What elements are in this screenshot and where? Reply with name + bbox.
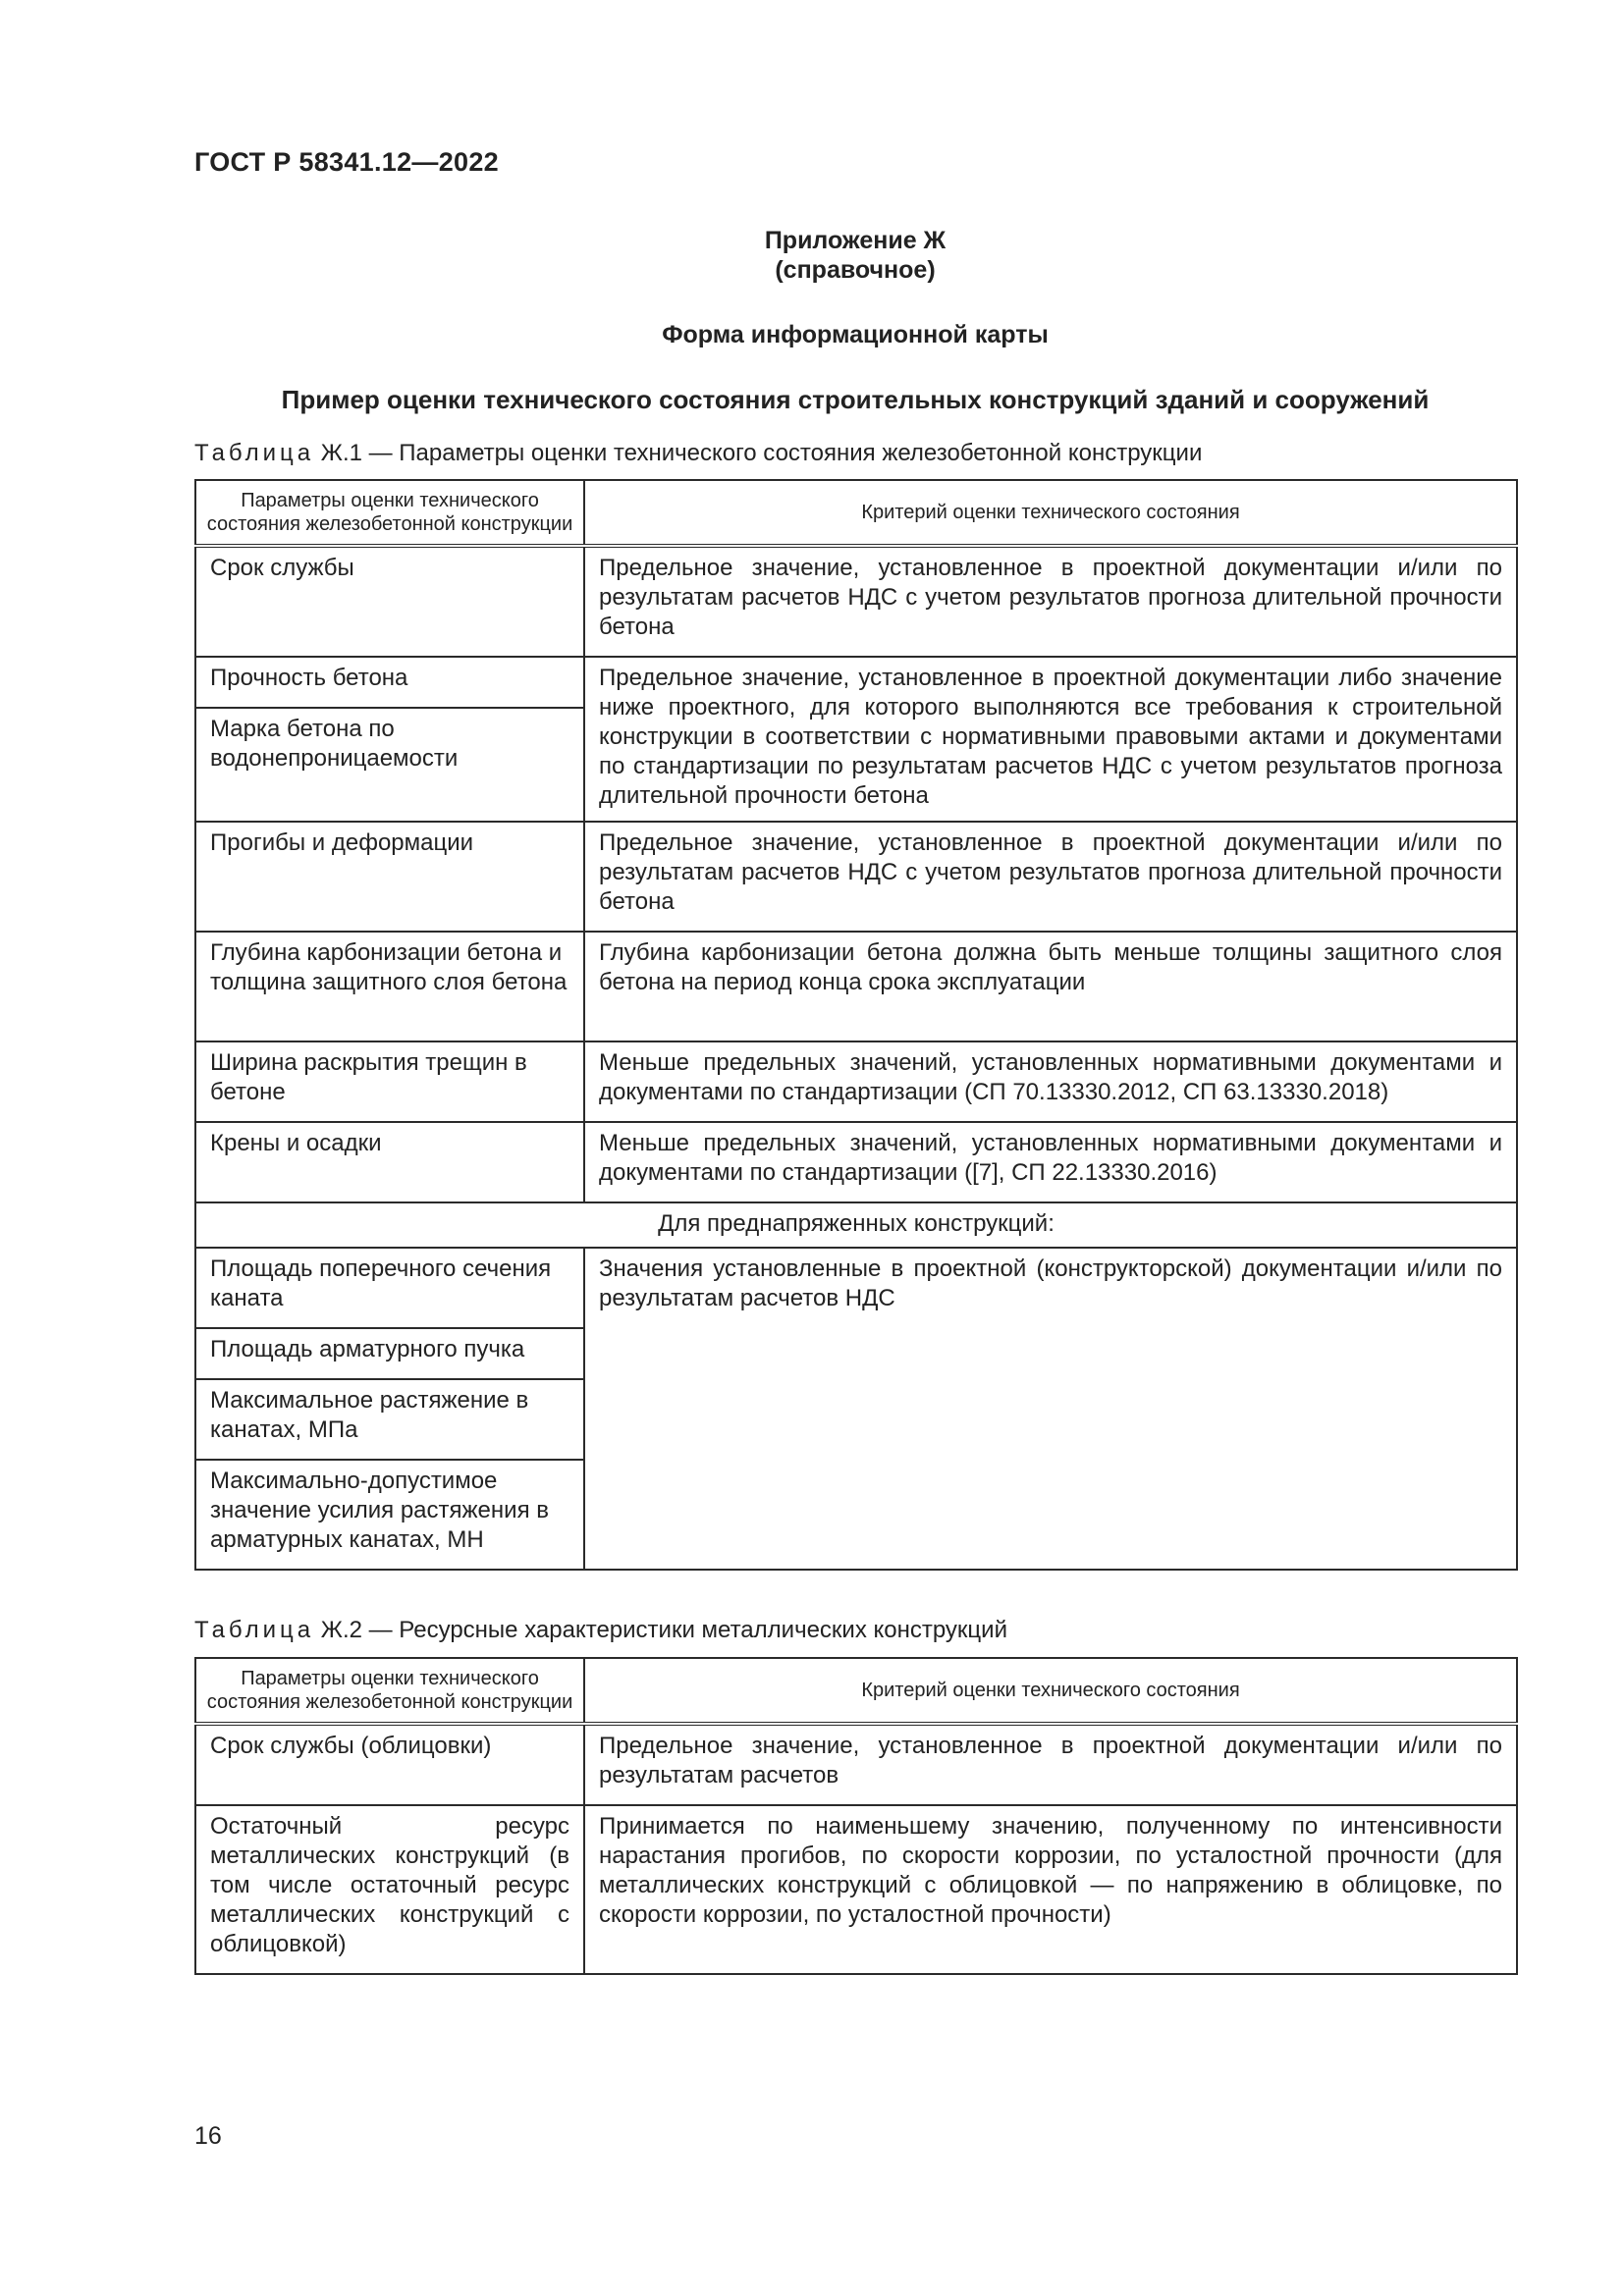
table1-header-criterion: Критерий оценки технического состояния (584, 480, 1517, 546)
param-cell: Площадь арматурного пучка (195, 1328, 584, 1379)
page-number: 16 (194, 2122, 222, 2150)
table-section-row (195, 1202, 1517, 1248)
table2-caption-prefix: Таблица (194, 1617, 315, 1643)
table-2 (194, 1657, 1518, 1975)
form-title: Форма информационной карты (662, 321, 1049, 348)
table1-caption (194, 440, 1202, 467)
table2-header-param: Параметры оценки технического состояния железобетонной конструкции (195, 1658, 584, 1724)
criterion-cell: Предельное значение, установленное в проектной документации и/или по результатам расчетов НДС с учетом результатов прогноза длительной прочности бетона (584, 546, 1517, 657)
criterion-cell: Предельное значение, установленное в проектной документации и/или по результатам расчетов (584, 1724, 1517, 1805)
param-cell: Срок службы (облицовки) (195, 1724, 584, 1805)
table-row (195, 1122, 1517, 1202)
param-cell: Марка бетона по водонепроницаемости (195, 708, 584, 822)
annex-heading (194, 226, 1516, 285)
criterion-cell: Значения установленные в проектной (конструкторской) документации и/или по результатам расчетов НДС (584, 1248, 1517, 1570)
param-cell: Остаточный ресурс металлических конструкций (в том числе остаточный ресурс металлических конструкций с облицовкой) (195, 1805, 584, 1974)
table-1 (194, 479, 1518, 1571)
param-cell: Площадь поперечного сечения каната (195, 1248, 584, 1328)
criterion-cell: Меньше предельных значений, установленных нормативными документами и документами по стандартизации (СП 70.13330.2012, СП 63.13330.2018) (584, 1041, 1517, 1122)
param-cell: Максимальное растяжение в канатах, МПа (195, 1379, 584, 1460)
annex-subtitle: (справочное) (775, 256, 936, 284)
table-row (195, 546, 1517, 657)
table2-header-row (195, 1658, 1517, 1724)
param-cell: Срок службы (195, 546, 584, 657)
param-cell: Крены и осадки (195, 1122, 584, 1202)
table2-header-criterion: Критерий оценки технического состояния (584, 1658, 1517, 1724)
param-cell: Ширина раскрытия трещин в бетоне (195, 1041, 584, 1122)
table-row (195, 657, 1517, 708)
param-cell: Глубина карбонизации бетона и толщина защитного слоя бетона (195, 932, 584, 1041)
criterion-cell: Глубина карбонизации бетона должна быть меньше толщины защитного слоя бетона на период конца срока эксплуатации (584, 932, 1517, 1041)
param-cell: Максимально-допустимое значение усилия растяжения в арматурных канатах, МН (195, 1460, 584, 1570)
table1-header-param: Параметры оценки технического состояния железобетонной конструкции (195, 480, 584, 546)
annex-title: Приложение Ж (764, 227, 947, 254)
table-row (195, 1041, 1517, 1122)
table-row (195, 1248, 1517, 1328)
param-cell: Прочность бетона (195, 657, 584, 708)
table-row (195, 932, 1517, 1041)
criterion-cell: Принимается по наименьшему значению, полученному по интенсивности нарастания прогибов, по скорости коррозии, по усталостной прочности (для металлических конструкций с облицовкой — по напряжению в облицовке, по скорости коррозии, по усталостной прочности) (584, 1805, 1517, 1974)
document-code: ГОСТ Р 58341.12—2022 (194, 147, 499, 177)
table2-caption (194, 1617, 1007, 1644)
table-row (195, 1724, 1517, 1805)
table1-header-row (195, 480, 1517, 546)
table1-caption-prefix: Таблица (194, 440, 315, 466)
param-cell: Прогибы и деформации (195, 822, 584, 932)
table-row (195, 1805, 1517, 1974)
table1-caption-text: Ж.1 — Параметры оценки технического состояния железобетонной конструкции (320, 440, 1203, 466)
example-title: Пример оценки технического состояния строительных конструкций зданий и сооружений (281, 385, 1430, 414)
table2-caption-text: Ж.2 — Ресурсные характеристики металлических конструкций (320, 1617, 1007, 1643)
table-row (195, 822, 1517, 932)
section-label: Для преднапряженных конструкций: (195, 1202, 1517, 1248)
criterion-cell: Предельное значение, установленное в проектной документации либо значение ниже проектного, для которого выполняются все требования к строительной конструкции в соответствии с нормативными правовыми актами и документами по стандартизации по результатам расчетов НДС с учетом результатов прогноза длительной прочности бетона (584, 657, 1517, 822)
criterion-cell: Предельное значение, установленное в проектной документации и/или по результатам расчетов НДС с учетом результатов прогноза длительной прочности бетона (584, 822, 1517, 932)
criterion-cell: Меньше предельных значений, установленных нормативными документами и документами по стандартизации ([7], СП 22.13330.2016) (584, 1122, 1517, 1202)
